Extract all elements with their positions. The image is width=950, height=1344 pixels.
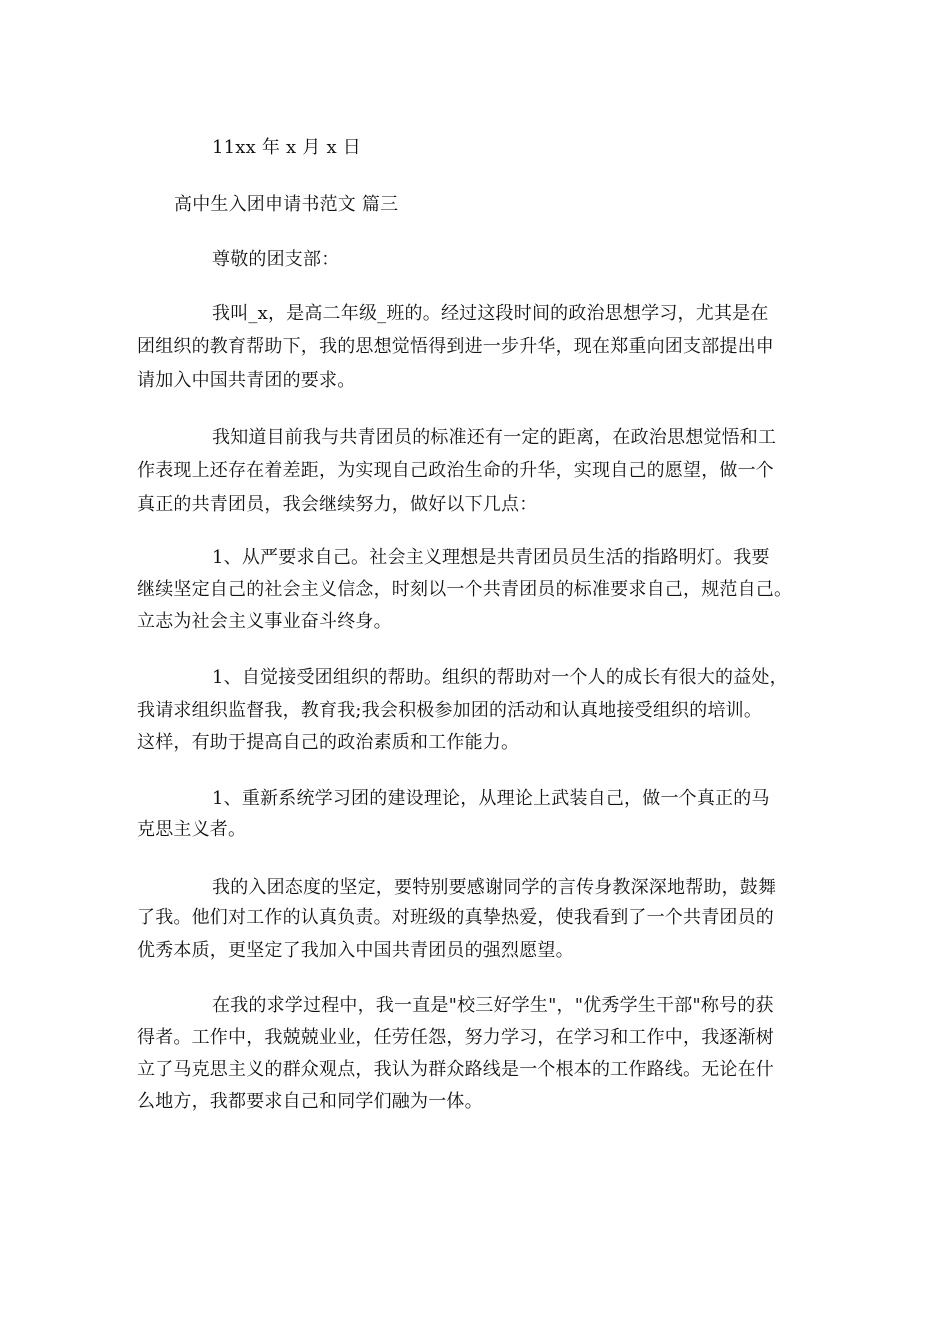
paragraph-line: 克思主义者。 (137, 819, 247, 840)
paragraph-line: 立志为社会主义事业奋斗终身。 (137, 611, 392, 632)
paragraph-line: 我知道目前我与共青团员的标准还有一定的距离，在政治思想觉悟和工 (212, 427, 777, 448)
paragraph-line: 得者。工作中，我兢兢业业，任劳任怨，努力学习，在学习和工作中，我逐渐树 (137, 1027, 774, 1048)
paragraph-line: 我叫_x，是高二年级_班的。经过这段时间的政治思想学习，尤其是在 (212, 303, 769, 324)
paragraph-line: 这样，有助于提高自己的政治素质和工作能力。 (137, 732, 520, 753)
paragraph-line: 1、重新系统学习团的建设理论，从理论上武装自己，做一个真正的马 (212, 788, 770, 809)
paragraph-line: 我的入团态度的坚定，要特别要感谢同学的言传身教深深地帮助，鼓舞 (212, 877, 777, 898)
paragraph-line: 了我。他们对工作的认真负责。对班级的真挚热爱，使我看到了一个共青团员的 (137, 907, 774, 928)
letter-date: 11xx 年 x 月 x 日 (212, 137, 361, 158)
paragraph-line: 我请求组织监督我，教育我;我会积极参加团的活动和认真地接受组织的培训。 (137, 700, 763, 721)
paragraph-line: 继续坚定自己的社会主义信念，时刻以一个共青团员的标准要求自己，规范自己。 (137, 579, 793, 600)
paragraph-line: 真正的共青团员，我会继续努力，做好以下几点： (137, 494, 538, 515)
paragraph-line: 在我的求学过程中，我一直是"校三好学生"，"优秀学生干部"称号的获 (212, 995, 774, 1016)
paragraph-line: 作表现上还存在着差距，为实现自己政治生命的升华，实现自己的愿望，做一个 (137, 460, 774, 481)
paragraph-line: 团组织的教育帮助下，我的思想觉悟得到进一步升华，现在郑重向团支部提出申 (137, 336, 774, 357)
paragraph-line: 1、自觉接受团组织的帮助。组织的帮助对一个人的成长有很大的益处， (212, 667, 788, 688)
paragraph-line: 优秀本质，更坚定了我加入中国共青团员的强烈愿望。 (137, 940, 574, 961)
paragraph-line: 1、从严要求自己。社会主义理想是共青团员员生活的指路明灯。我要 (212, 547, 770, 568)
paragraph-line: 么地方，我都要求自己和同学们融为一体。 (137, 1091, 483, 1112)
paragraph-line: 请加入中国共青团的要求。 (137, 370, 356, 391)
paragraph-line: 立了马克思主义的群众观点，我认为群众路线是一个根本的工作路线。无论在什 (137, 1059, 774, 1080)
letter-salutation: 尊敬的团支部： (212, 249, 340, 270)
letter-title: 高中生入团申请书范文 篇三 (174, 194, 399, 215)
